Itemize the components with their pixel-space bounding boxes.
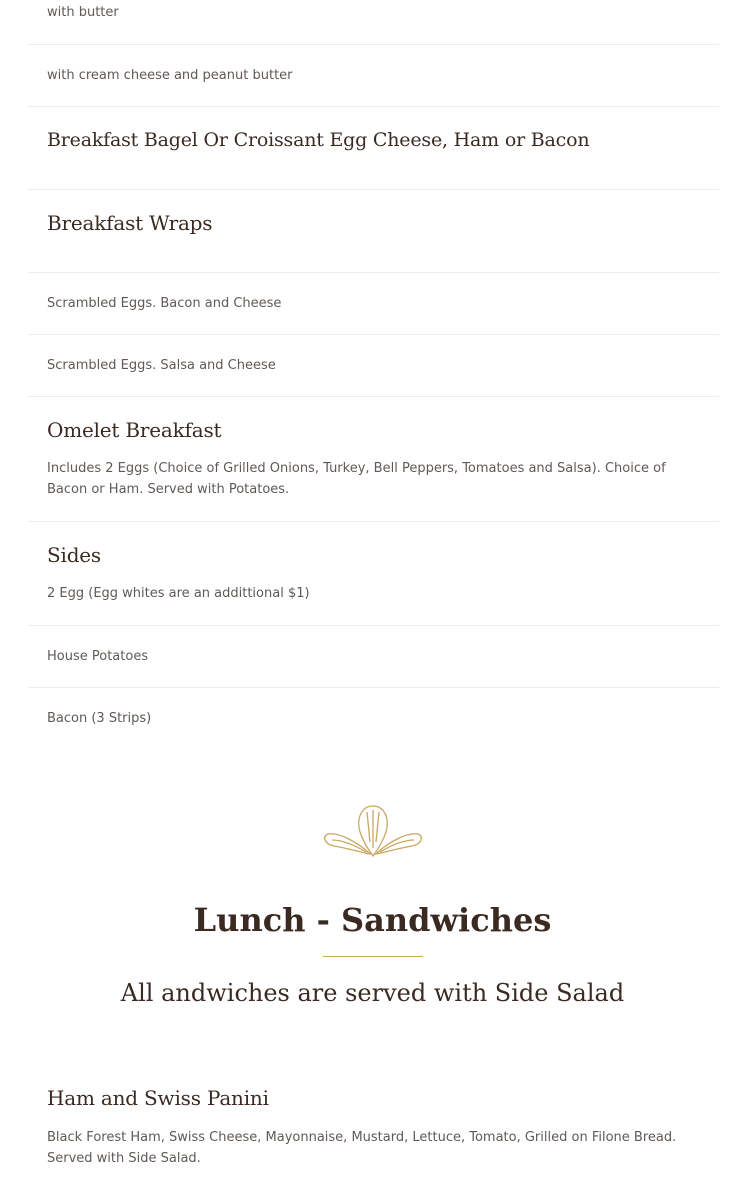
menu-item — [28, 273, 719, 335]
menu-item-title: Breakfast Wraps — [47, 211, 213, 235]
menu-item-title: Breakfast Bagel Or Croissant Egg Cheese, Ham or Bacon — [47, 129, 590, 151]
menu-item-description: Scrambled Eggs. Salsa and Cheese — [47, 358, 276, 373]
menu-item — [28, 45, 719, 107]
menu-item-description: with butter — [47, 5, 119, 20]
menu-item — [28, 107, 719, 190]
section-title: Lunch - Sandwiches — [193, 901, 552, 939]
menu-item-description: Black Forest Ham, Swiss Cheese, Mayonnaise, Mustard, Lettuce, Tomato, Grilled on Filone Bread. Served with Side Salad. — [47, 1130, 677, 1166]
menu-item-title: Ham and Swiss Panini — [47, 1086, 269, 1110]
menu-item — [28, 626, 719, 688]
menu-item — [28, 0, 719, 45]
breakfast-menu-list — [28, 0, 719, 750]
menu-item-description: with cream cheese and peanut butter — [47, 68, 293, 83]
menu-item — [28, 397, 719, 522]
menu-item-description: 2 Egg (Egg whites are an addittional $1) — [47, 586, 310, 601]
menu-item-description: Scrambled Eggs. Bacon and Cheese — [47, 296, 282, 311]
menu-item-title: Sides — [47, 543, 102, 567]
menu-item — [28, 522, 719, 626]
menu-item-description: Bacon (3 Strips) — [47, 711, 152, 726]
section-subtitle: All andwiches are served with Side Salad — [120, 979, 625, 1007]
menu-item — [28, 335, 719, 397]
menu-item — [28, 688, 719, 750]
menu-item-description: House Potatoes — [47, 649, 149, 664]
almond-leaf-icon — [322, 802, 424, 860]
menu-item — [28, 190, 719, 273]
section-divider — [323, 956, 423, 957]
menu-item-title: Omelet Breakfast — [47, 418, 222, 442]
menu-item-description: Includes 2 Eggs (Choice of Grilled Onions, Turkey, Bell Peppers, Tomatoes and Salsa). Choice of Bacon or Ham. Served with Potatoes. — [47, 461, 666, 497]
